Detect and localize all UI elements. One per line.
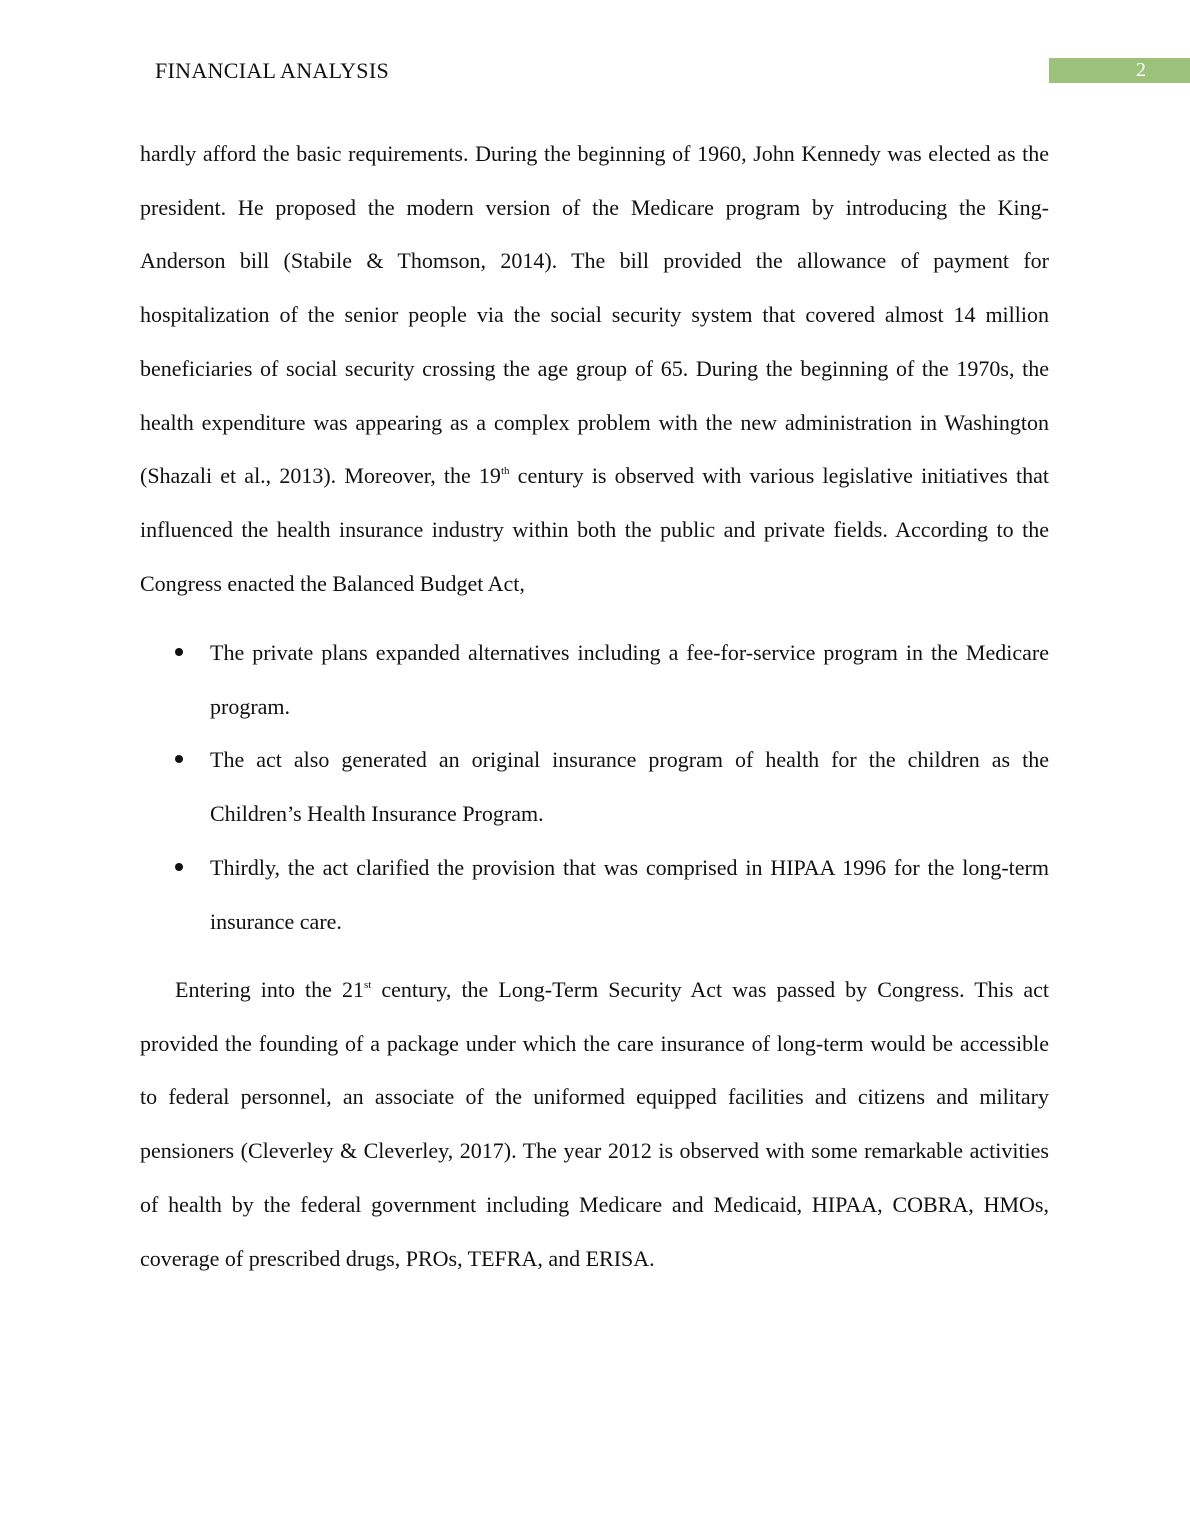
paragraph-1: [140, 127, 1049, 610]
paragraph-2-part-1: Entering into the 21: [175, 977, 364, 1002]
paragraph-2-text: [140, 963, 1049, 1285]
running-head: FINANCIAL ANALYSIS: [155, 58, 390, 83]
paragraph-1-part-2: century is observed with various legislative initiatives that influenced the health insurance industry within both the public and private fields. According to the Congress enacted the Balanced Budget Act,: [140, 463, 1049, 596]
bullet-icon: [175, 648, 183, 656]
paragraph-1-text: [140, 127, 1049, 610]
bullet-icon: [175, 863, 183, 871]
paragraph-1-part-1: hardly afford the basic requirements. During the beginning of 1960, John Kennedy was elected as the president. He proposed the modern version of the Medicare program by introducing the King-Anderson bill (Stabile & Thomson, 2014). The bill provided the allowance of payment for hospitalization of the senior people via the social security system that covered almost 14 million beneficiaries of social security crossing the age group of 65. During the beginning of the 1970s, the health expenditure was appearing as a complex problem with the new administration in Washington (Shazali et al., 2013). Moreover, the 19: [140, 141, 1049, 489]
list-item-text: The act also generated an original insurance program of health for the children as the Children’s Health Insurance Program.: [210, 747, 1049, 827]
bullet-list: [140, 626, 1049, 948]
list-item-text: Thirdly, the act clarified the provision that was comprised in HIPAA 1996 for the long-term insurance care.: [210, 854, 1049, 934]
list-item: [140, 733, 1049, 840]
page-number: 2: [1136, 59, 1146, 81]
superscript-st: st: [363, 979, 372, 991]
bullet-icon: [175, 755, 183, 763]
paragraph-2-part-2: century, the Long-Term Security Act was passed by Congress. This act provided the founding of a package under which the care insurance of long-term would be accessible to federal personnel, an associate of the uniformed equipped facilities and citizens and military pensioners (Cleverley & Cleverley, 2017). The year 2012 is observed with some remarkable activities of health by the federal government including Medicare and Medicaid, HIPAA, COBRA, HMOs, coverage of prescribed drugs, PROs, TEFRA, and ERISA.: [140, 977, 1050, 1271]
page-number-box: [1049, 58, 1190, 83]
list-item: [140, 841, 1049, 948]
list-item: [140, 626, 1049, 733]
superscript-th: th: [500, 465, 510, 478]
paragraph-2: [140, 963, 1049, 1285]
list-item-text: The private plans expanded alternatives including a fee-for-service program in the Medicare program.: [210, 640, 1049, 719]
